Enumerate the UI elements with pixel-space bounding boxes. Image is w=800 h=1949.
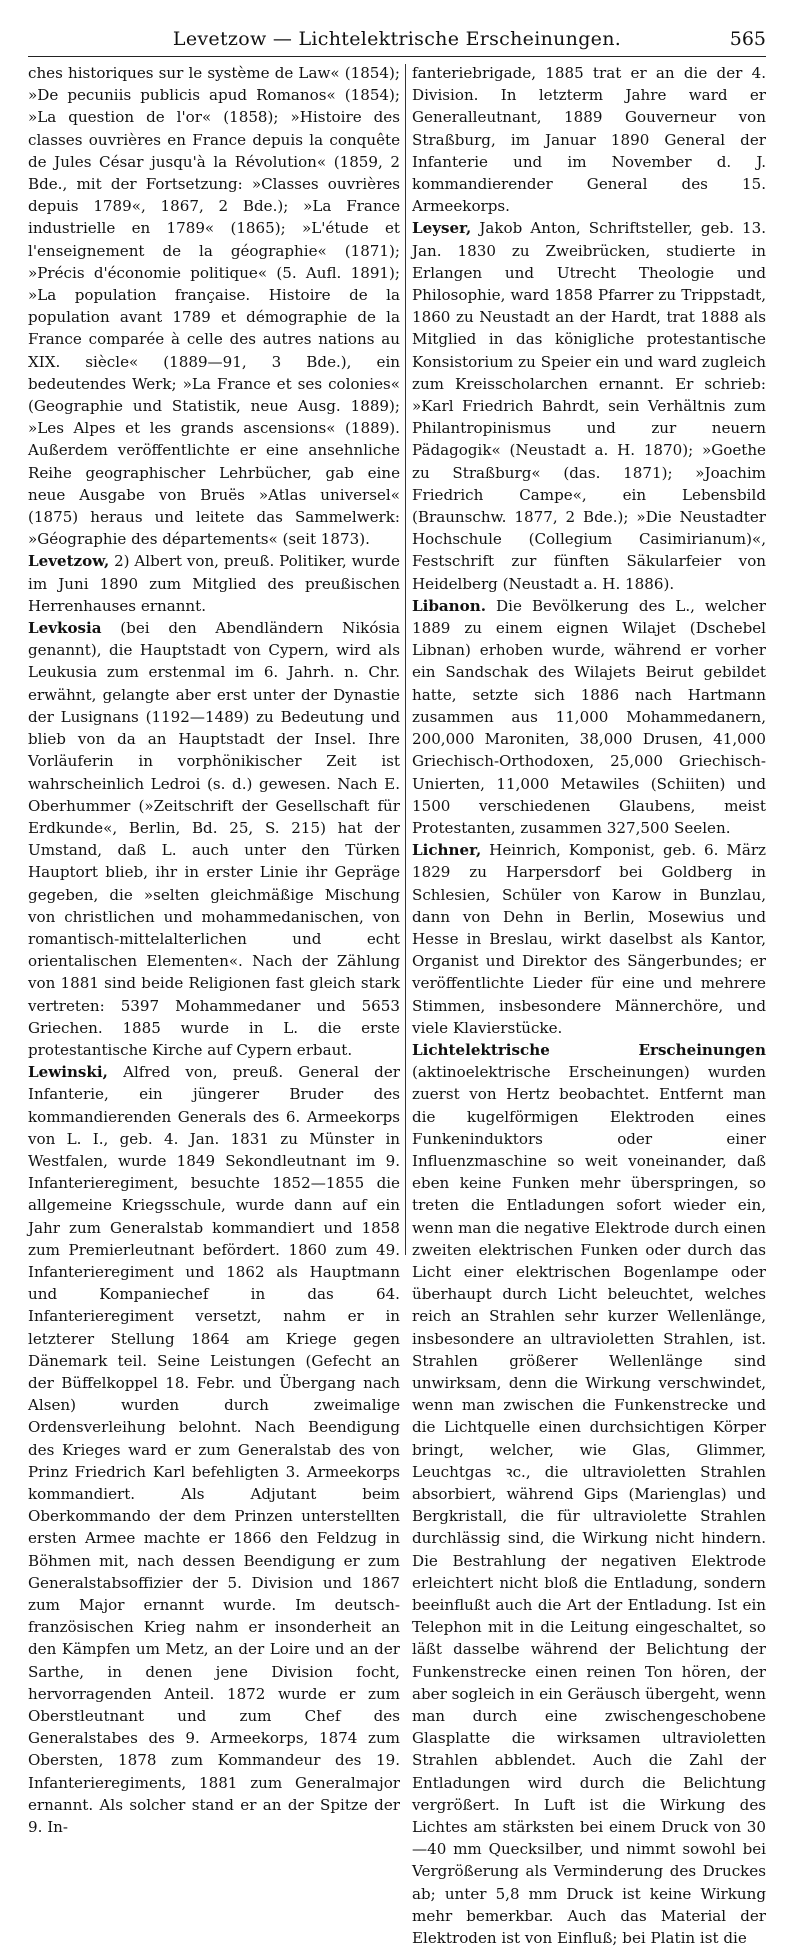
text-columns xyxy=(28,62,766,1948)
page-number: 565 xyxy=(729,28,766,50)
entry-headword: Leyser, xyxy=(412,219,472,238)
entry-headword: Lichtelektrische Erscheinungen xyxy=(412,1040,766,1059)
entry-lichtelektrische-erscheinungen xyxy=(412,1039,766,1949)
entry-continuation: ches historiques sur le système de Law« (1854); »De pecuniis publicis apud Romanos« (1854); »La question de l'or« (1858); »Histoire des classes ouvrières en France depuis la conquête de Jules César jusqu'à la Révolution« (1859, 2 Bde., mit der Fortsetzung: »Classes ouvrières depuis 1789«, 1867, 2 Bde.); »La France industrielle en 1789« (1865); »L'étude et l'enseignement de la géographie« (1871); »Précis d'économie politique« (5. Aufl. 1891); »La population française. Histoire de la population avant 1789 et démographie de la France comparée à celle des autres nations au XIX. siècle« (1889—91, 3 Bde.), ein bedeutendes Werk; »La France et ses colonies« (Geographie und Statistik, neue Ausg. 1889); »Les Alpes et les grands ascensions« (1889). Außerdem veröffentlichte er eine ansehnliche Reihe geographischer Lehrbücher, gab eine neue Ausgabe von Bruës »Atlas universel« (1875) heraus und leitete das Sammelwerk: »Géographie des départements« (seit 1873). xyxy=(28,64,400,549)
entry-body: Jakob Anton, Schriftsteller, geb. 13. Jan. 1830 zu Zweibrücken, studierte in Erlangen und Utrecht Theologie und Philosophie, ward 1858 Pfarrer zu Trippstadt, 1860 zu Neustadt an der Hardt, trat 1888 als Mitglied in das königliche protestantische Konsistorium zu Speier ein und ward zugleich zum Kreisscholarchen ernannt. Er schrieb: »Karl Friedrich Bahrdt, sein Verhältnis zum Philantropinismus und zur neuern Pädagogik« (Neustadt a. H. 1870); »Goethe zu Straßburg« (das. 1871); »Joachim Friedrich Campe«, ein Lebensbild (Braunschw. 1877, 2 Bde.); »Die Neustadter Hochschule (Collegium Casimirianum)«, Festschrift zur fünften Säkularfeier von Heidelberg (Neustadt a. H. 1886). xyxy=(412,219,766,593)
entry-body: Alfred von, preuß. General der Infanterie, ein jüngerer Bruder des kommandierenden Generals des 6. Armeekorps von L. I., geb. 4. Jan. 1831 zu Münster in Westfalen, wurde 1849 Sekondleutnant im 9. Infanterieregiment, besuchte 1852—1855 die allgemeine Kriegsschule, wurde dann auf ein Jahr zum Generalstab kommandiert und 1858 zum Premierleutnant befördert. 1860 zum 49. Infanterieregiment und 1862 als Hauptmann und Kompaniechef in das 64. Infanterieregiment versetzt, nahm er in letzterer Stellung 1864 am Kriege gegen Dänemark teil. Seine Leistungen (Gefecht an der Büffelkoppel 18. Febr. und Übergang nach Alsen) wurden durch zweimalige Ordensverleihung belohnt. Nach Beendigung des Krieges ward er zum Generalstab des von Prinz Friedrich Karl befehligten 3. Armeekorps kommandiert. Als Adjutant beim Oberkommando der dem Prinzen unterstellten ersten Armee machte er 1866 den Feldzug in Böhmen mit, nach dessen Beendigung er zum Generalstabsoffizier der 5. Division und 1867 zum Major ernannt wurde. Im deutsch-französischen Krieg nahm er insonderheit an den Kämpfen um Metz, an der Loire und an der Sarthe, in denen jene Division focht, hervorragenden Anteil. 1872 wurde er zum Oberstleutnant und zum Chef des Generalstabes des 9. Armeekorps, 1874 zum Obersten, 1878 zum Kommandeur des 19. Infanterieregiments, 1881 zum Generalmajor ernannt. Als solcher stand er an der Spitze der 9. In- xyxy=(28,1063,400,1837)
column-divider xyxy=(405,64,406,1255)
left-column xyxy=(28,62,400,1837)
entry-headword: Levkosia xyxy=(28,619,102,638)
entry-body: (aktinoelektrische Erscheinungen) wurden zuerst von Hertz beobachtet. Entfernt man die kugelförmigen Elektroden eines Funkeninduktors oder einer Influenzmaschine so weit voneinander, daß eben keine Funken mehr überspringen, so treten die Entladungen sofort wieder ein, wenn man die negative Elektrode durch einen zweiten elektrischen Funken oder durch das Licht einer elektrischen Bogenlampe oder überhaupt durch Licht beleuchtet, welches reich an Strahlen sehr kurzer Wellenlänge, insbesondere an ultravioletten Strahlen, ist. Strahlen größerer Wellenlänge sind unwirksam, denn die Wirkung verschwindet, wenn man zwischen die Funkenstrecke und die Lichtquelle einen durchsichtigen Körper bringt, welcher, wie Glas, Glimmer, Leuchtgas ꝛc., die ultravioletten Strahlen absorbiert, während Gips (Marienglas) und Bergkristall, die für ultraviolette Strahlen durchlässig sind, die Wirkung nicht hindern. Die Bestrahlung der negativen Elektrode erleichtert nicht bloß die Entladung, sondern beeinflußt auch die Art der Entladung. Ist ein Telephon mit in die Leitung eingeschaltet, so läßt dasselbe während der Belichtung der Funkenstrecke einen reinen Ton hören, der aber sogleich in ein Geräusch übergeht, wenn man durch eine zwischengeschobene Glasplatte die wirksamen ultravioletten Strahlen abblendet. Auch die Zahl der Entladungen wird durch die Belichtung vergrößert. In Luft ist die Wirkung des Lichtes am stärksten bei einem Druck von 30—40 mm Quecksilber, und nimmt sowohl bei Vergrößerung als Verminderung des Druckes ab; unter 5,8 mm Druck ist keine Wirkung mehr bemerkbar. Auch das Material der Elektroden ist von Einfluß; bei Platin ist die xyxy=(412,1063,766,1948)
entry-body: Die Bevölkerung des L., welcher 1889 zu einem eignen Wilajet (Dschebel Libnan) erhoben wurde, während er vorher ein Sandschak des Wilajets Beirut gebildet hatte, setzte sich 1886 nach Hartmann zusammen aus 11,000 Mohammedanern, 200,000 Maroniten, 38,000 Drusen, 41,000 Griechisch-Orthodoxen, 25,000 Griechisch-Unierten, 11,000 Metawiles (Schiiten) und 1500 verschiedenen Glaubens, meist Protestanten, zusammen 327,500 Seelen. xyxy=(412,596,766,837)
entry-leyser xyxy=(412,217,766,594)
entry-body: Heinrich, Komponist, geb. 6. März 1829 zu Harpersdorf bei Goldberg in Schlesien, Schüler von Karow in Bunzlau, dann von Dehn in Berlin, Mosewius und Hesse in Breslau, wirkt daselbst als Kantor, Organist und Direktor des Sängerbundes; er veröffentlichte Lieder für eine und mehrere Stimmen, insbesondere Männerchöre, und viele Klavierstücke. xyxy=(412,841,766,1037)
entry-levetzow xyxy=(28,550,400,617)
entry-headword: Libanon. xyxy=(412,596,486,615)
entry-headword: Levetzow, xyxy=(28,552,110,571)
entry-levkosia xyxy=(28,617,400,1061)
right-column xyxy=(412,62,766,1948)
entry-body: 2) Albert von, preuß. Politiker, wurde im Juni 1890 zum Mitglied des preußischen Herrenhauses ernannt. xyxy=(28,552,400,615)
running-title: Levetzow — Lichtelektrische Erscheinungen. xyxy=(172,28,622,50)
entry-continuation: fanteriebrigade, 1885 trat er an die der 4. Division. In letzterm Jahre ward er Generalleutnant, 1889 Gouverneur von Straßburg, im Januar 1890 General der Infanterie und im November d. J. kommandierender General des 15. Armeekorps. xyxy=(412,64,766,216)
entry-body: (bei den Abendländern Nikósia genannt), die Hauptstadt von Cypern, wird als Leukusia zum erstenmal im 6. Jahrh. n. Chr. erwähnt, gelangte aber erst unter der Dynastie der Lusignans (1192—1489) zu Bedeutung und blieb von da an Hauptstadt der Insel. Ihre Vorläuferin in vorphönikischer Zeit ist wahrscheinlich Ledroi (s. d.) gewesen. Nach E. Oberhummer (»Zeitschrift der Gesellschaft für Erdkunde«, Berlin, Bd. 25, S. 215) hat der Umstand, daß L. auch unter den Türken Hauptort blieb, ihr in erster Linie ihr Gepräge gegeben, die »selten gleichmäßige Mischung von christlichen und mohammedanischen, von romantisch-mittelalterlichen und echt orientalischen Elementen«. Nach der Zählung von 1881 sind beide Religionen fast gleich stark vertreten: 5397 Mohammedaner und 5653 Griechen. 1885 wurde in L. die erste protestantische Kirche auf Cypern erbaut. xyxy=(28,619,400,1059)
entry-lichner xyxy=(412,839,766,1039)
entry-headword: Lewinski, xyxy=(28,1063,108,1082)
page-header xyxy=(28,26,766,57)
entry-libanon xyxy=(412,595,766,839)
entry-lewinski xyxy=(28,1061,400,1838)
entry-headword: Lichner, xyxy=(412,841,482,860)
